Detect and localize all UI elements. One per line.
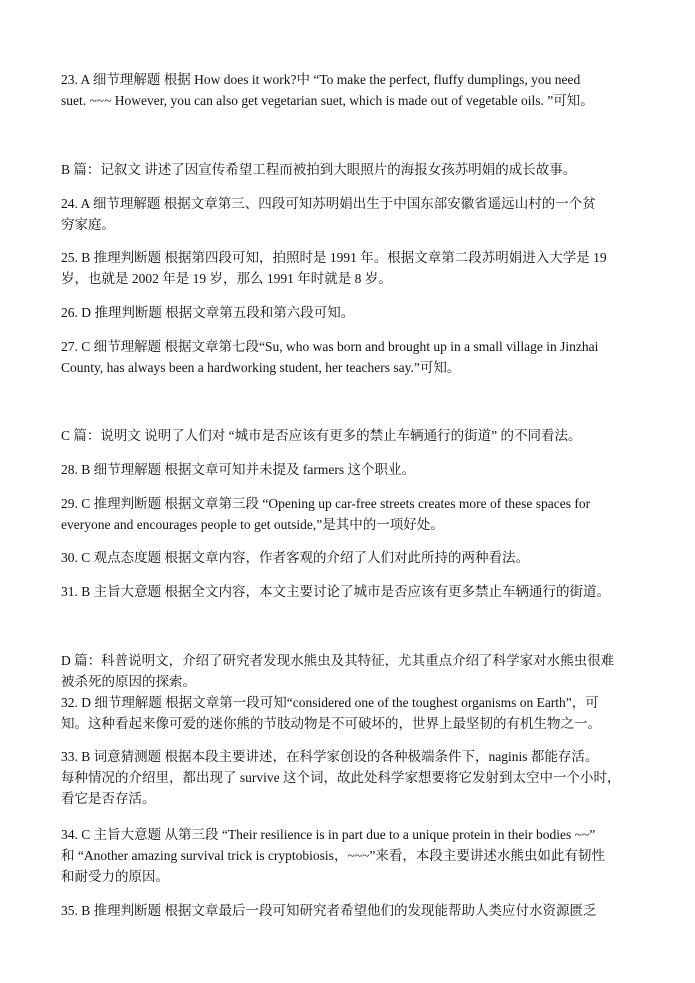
passage-c-summary-text: C 篇：说明文 说明了人们对 “城市是否应该有更多的禁止车辆通行的街道” 的不同看法。 <box>61 428 582 443</box>
passage-b-summary-text: B 篇：记叙文 讲述了因宣传希望工程而被拍到大眼照片的海报女孩苏明娟的成长故事。 <box>61 162 577 177</box>
answer-23-line-2: suet. ~~~ However, you can also get vegetarian suet, which is made out of vegetable oils. ”可知。 <box>61 93 594 108</box>
answer-32-line-1: 32. D 细节理解题 根据文章第一段可知“considered one of the toughest organisms on Earth”，可 <box>61 695 599 710</box>
answer-28-text: 28. B 细节理解题 根据文章可知并未提及 farmers 这个职业。 <box>61 462 415 477</box>
answer-30 <box>61 547 639 568</box>
passage-d-summary <box>61 650 639 692</box>
answer-23 <box>61 69 639 111</box>
answer-26 <box>61 302 639 323</box>
answer-27-line-1: 27. C 细节理解题 根据文章第七段“Su, who was born and brought up in a small village in Jinzhai <box>61 339 599 354</box>
answer-29-line-2: everyone and encourages people to get outside,”是其中的一项好处。 <box>61 517 444 532</box>
answer-31 <box>61 581 639 602</box>
answer-25-line-2: 岁，也就是 2002 年是 19 岁，那么 1991 年时就是 8 岁。 <box>61 271 392 286</box>
answer-32-line-2: 知。这种看起来像可爱的迷你熊的节肢动物是不可破坏的，世界上最坚韧的有机生物之一。 <box>61 716 601 731</box>
passage-d-summary-line-2: 被杀死的原因的探索。 <box>61 674 196 689</box>
answer-27-line-2: County, has always been a hardworking student, her teachers say.”可知。 <box>61 360 461 375</box>
answer-33-line-3: 看它是否存活。 <box>61 791 156 806</box>
answer-26-text: 26. D 推理判断题 根据文章第五段和第六段可知。 <box>61 305 355 320</box>
answer-35-text: 35. B 推理判断题 根据文章最后一段可知研究者希望他们的发现能帮助人类应付水资源匮乏 <box>61 903 597 918</box>
answer-27 <box>61 336 639 378</box>
answer-30-text: 30. C 观点态度题 根据文章内容，作者客观的介绍了人们对此所持的两种看法。 <box>61 550 530 565</box>
answer-25-line-1: 25. B 推理判断题 根据第四段可知，拍照时是 1991 年。根据文章第二段苏明娟进入大学是 19 <box>61 250 607 265</box>
answer-24-line-2: 穷家庭。 <box>61 217 115 232</box>
answer-34 <box>61 824 639 887</box>
answer-34-line-1: 34. C 主旨大意题 从第三段 “Their resilience is in part due to a unique protein in their bodies ~~” <box>61 827 596 842</box>
answer-24-line-1: 24. A 细节理解题 根据文章第三、四段可知苏明娟出生于中国东部安徽省遥远山村的一个贫 <box>61 196 596 211</box>
answer-33-line-1: 33. B 词意猜测题 根据本段主要讲述，在科学家创设的各种极端条件下，naginis 都能存活。 <box>61 749 599 764</box>
answer-24 <box>61 193 639 235</box>
passage-b-summary <box>61 159 639 180</box>
answer-33 <box>61 746 639 809</box>
answer-35 <box>61 900 639 921</box>
answer-34-line-2: 和 “Another amazing survival trick is cryptobiosis，~~~”来看，本段主要讲述水熊虫如此有韧性 <box>61 848 605 863</box>
answer-29-line-1: 29. C 推理判断题 根据文章第三段 “Opening up car-free streets creates more of these spaces for <box>61 496 591 511</box>
passage-c-summary <box>61 425 639 446</box>
answer-23-line-1: 23. A 细节理解题 根据 How does it work?中 “To make the perfect, fluffy dumplings, you need <box>61 72 581 87</box>
answer-33-line-2: 每种情况的介绍里，都出现了 survive 这个词，故此处科学家想要将它发射到太空中一个小时， <box>61 770 621 785</box>
answer-28 <box>61 459 639 480</box>
answer-32 <box>61 692 639 734</box>
answer-34-line-3: 和耐受力的原因。 <box>61 869 169 884</box>
passage-d-summary-line-1: D 篇：科普说明文，介绍了研究者发现水熊虫及其特征，尤其重点介绍了科学家对水熊虫很难 <box>61 653 615 668</box>
answer-29 <box>61 493 639 535</box>
answer-31-text: 31. B 主旨大意题 根据全文内容，本文主要讨论了城市是否应该有更多禁止车辆通行的街道。 <box>61 584 611 599</box>
answer-25 <box>61 247 639 289</box>
